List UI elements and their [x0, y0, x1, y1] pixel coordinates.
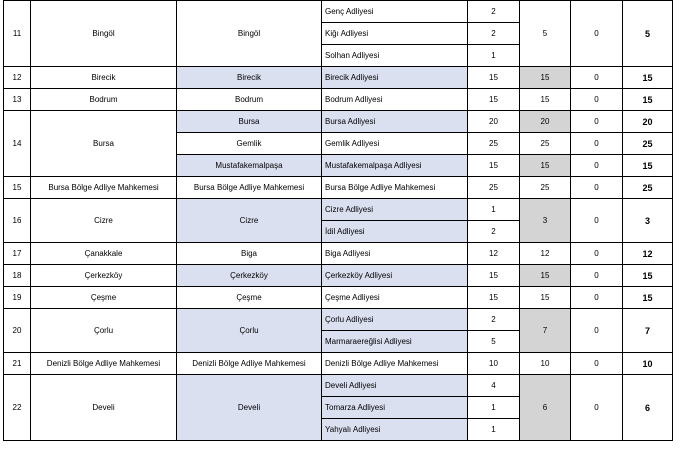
zero-cell: 0 — [571, 353, 623, 375]
court-allocation-table — [3, 0, 673, 441]
court-name-cell: Tomarza Adliyesi — [322, 397, 468, 419]
row-number: 14 — [4, 111, 31, 177]
total-cell: 10 — [520, 353, 571, 375]
result-cell: 10 — [623, 353, 673, 375]
province-cell: Çanakkale — [31, 243, 177, 265]
unit-cell: Bodrum — [177, 89, 322, 111]
court-count-cell: 4 — [468, 375, 520, 397]
table-row — [4, 265, 673, 287]
court-name-cell: Yahyalı Adliyesi — [322, 419, 468, 441]
province-cell: Çerkezköy — [31, 265, 177, 287]
result-cell: 6 — [623, 375, 673, 441]
court-name-cell: Biga Adliyesi — [322, 243, 468, 265]
total-cell: 5 — [520, 1, 571, 67]
row-number: 11 — [4, 1, 31, 67]
court-count-cell: 25 — [468, 133, 520, 155]
zero-cell: 0 — [571, 309, 623, 353]
result-cell: 7 — [623, 309, 673, 353]
court-name-cell: Denizli Bölge Adliye Mahkemesi — [322, 353, 468, 375]
unit-cell: Bingöl — [177, 1, 322, 67]
province-cell: Bingöl — [31, 1, 177, 67]
zero-cell: 0 — [571, 177, 623, 199]
table-row — [4, 375, 673, 397]
court-name-cell: İdil Adliyesi — [322, 221, 468, 243]
zero-cell: 0 — [571, 375, 623, 441]
court-name-cell: Çerkezköy Adliyesi — [322, 265, 468, 287]
total-cell: 3 — [520, 199, 571, 243]
court-name-cell: Çeşme Adliyesi — [322, 287, 468, 309]
zero-cell: 0 — [571, 133, 623, 155]
result-cell: 15 — [623, 67, 673, 89]
result-cell: 25 — [623, 133, 673, 155]
total-cell: 20 — [520, 111, 571, 133]
table-row — [4, 89, 673, 111]
unit-cell: Denizli Bölge Adliye Mahkemesi — [177, 353, 322, 375]
row-number: 18 — [4, 265, 31, 287]
result-cell: 5 — [623, 1, 673, 67]
court-count-cell: 1 — [468, 397, 520, 419]
court-count-cell: 2 — [468, 1, 520, 23]
unit-cell: Bursa — [177, 111, 322, 133]
province-cell: Cizre — [31, 199, 177, 243]
zero-cell: 0 — [571, 243, 623, 265]
total-cell: 6 — [520, 375, 571, 441]
total-cell: 25 — [520, 133, 571, 155]
unit-cell: Biga — [177, 243, 322, 265]
unit-cell: Çerkezköy — [177, 265, 322, 287]
court-count-cell: 1 — [468, 199, 520, 221]
table-row — [4, 199, 673, 221]
zero-cell: 0 — [571, 265, 623, 287]
court-count-cell: 2 — [468, 221, 520, 243]
province-cell: Çeşme — [31, 287, 177, 309]
result-cell: 20 — [623, 111, 673, 133]
total-cell: 7 — [520, 309, 571, 353]
table-row — [4, 243, 673, 265]
court-count-cell: 12 — [468, 243, 520, 265]
province-cell: Bursa — [31, 111, 177, 177]
table-row — [4, 177, 673, 199]
court-name-cell: Birecik Adliyesi — [322, 67, 468, 89]
row-number: 17 — [4, 243, 31, 265]
court-name-cell: Solhan Adliyesi — [322, 45, 468, 67]
court-count-cell: 5 — [468, 331, 520, 353]
court-count-cell: 15 — [468, 265, 520, 287]
result-cell: 3 — [623, 199, 673, 243]
court-count-cell: 10 — [468, 353, 520, 375]
court-name-cell: Çorlu Adliyesi — [322, 309, 468, 331]
row-number: 16 — [4, 199, 31, 243]
unit-cell: Çorlu — [177, 309, 322, 353]
court-name-cell: Kiğı Adliyesi — [322, 23, 468, 45]
total-cell: 12 — [520, 243, 571, 265]
court-name-cell: Cizre Adliyesi — [322, 199, 468, 221]
total-cell: 15 — [520, 287, 571, 309]
total-cell: 15 — [520, 155, 571, 177]
table-row — [4, 309, 673, 331]
court-name-cell: Marmaraereğlisi Adliyesi — [322, 331, 468, 353]
total-cell: 15 — [520, 89, 571, 111]
zero-cell: 0 — [571, 199, 623, 243]
court-count-cell: 15 — [468, 67, 520, 89]
unit-cell: Cizre — [177, 199, 322, 243]
zero-cell: 0 — [571, 287, 623, 309]
court-count-cell: 15 — [468, 89, 520, 111]
court-name-cell: Bodrum Adliyesi — [322, 89, 468, 111]
court-count-cell: 15 — [468, 155, 520, 177]
court-count-cell: 1 — [468, 419, 520, 441]
court-name-cell: Bursa Adliyesi — [322, 111, 468, 133]
result-cell: 15 — [623, 265, 673, 287]
province-cell: Develi — [31, 375, 177, 441]
unit-cell: Mustafakemalpaşa — [177, 155, 322, 177]
table-row — [4, 287, 673, 309]
row-number: 21 — [4, 353, 31, 375]
province-cell: Birecik — [31, 67, 177, 89]
row-number: 20 — [4, 309, 31, 353]
zero-cell: 0 — [571, 1, 623, 67]
court-name-cell: Mustafakemalpaşa Adliyesi — [322, 155, 468, 177]
court-count-cell: 1 — [468, 45, 520, 67]
court-name-cell: Bursa Bölge Adliye Mahkemesi — [322, 177, 468, 199]
result-cell: 12 — [623, 243, 673, 265]
unit-cell: Çeşme — [177, 287, 322, 309]
province-cell: Denizli Bölge Adliye Mahkemesi — [31, 353, 177, 375]
table-row — [4, 67, 673, 89]
unit-cell: Develi — [177, 375, 322, 441]
row-number: 15 — [4, 177, 31, 199]
total-cell: 15 — [520, 265, 571, 287]
province-cell: Bodrum — [31, 89, 177, 111]
total-cell: 25 — [520, 177, 571, 199]
table-row — [4, 353, 673, 375]
row-number: 13 — [4, 89, 31, 111]
court-count-cell: 25 — [468, 177, 520, 199]
zero-cell: 0 — [571, 89, 623, 111]
zero-cell: 0 — [571, 67, 623, 89]
result-cell: 15 — [623, 287, 673, 309]
unit-cell: Birecik — [177, 67, 322, 89]
table-row — [4, 111, 673, 133]
unit-cell: Gemlik — [177, 133, 322, 155]
court-name-cell: Gemlik Adliyesi — [322, 133, 468, 155]
court-count-cell: 15 — [468, 287, 520, 309]
zero-cell: 0 — [571, 155, 623, 177]
row-number: 19 — [4, 287, 31, 309]
province-cell: Çorlu — [31, 309, 177, 353]
court-name-cell: Develi Adliyesi — [322, 375, 468, 397]
table-row — [4, 1, 673, 23]
court-name-cell: Genç Adliyesi — [322, 1, 468, 23]
court-count-cell: 2 — [468, 23, 520, 45]
result-cell: 25 — [623, 177, 673, 199]
result-cell: 15 — [623, 89, 673, 111]
total-cell: 15 — [520, 67, 571, 89]
row-number: 12 — [4, 67, 31, 89]
court-count-cell: 20 — [468, 111, 520, 133]
zero-cell: 0 — [571, 111, 623, 133]
unit-cell: Bursa Bölge Adliye Mahkemesi — [177, 177, 322, 199]
province-cell: Bursa Bölge Adliye Mahkemesi — [31, 177, 177, 199]
result-cell: 15 — [623, 155, 673, 177]
court-count-cell: 2 — [468, 309, 520, 331]
row-number: 22 — [4, 375, 31, 441]
